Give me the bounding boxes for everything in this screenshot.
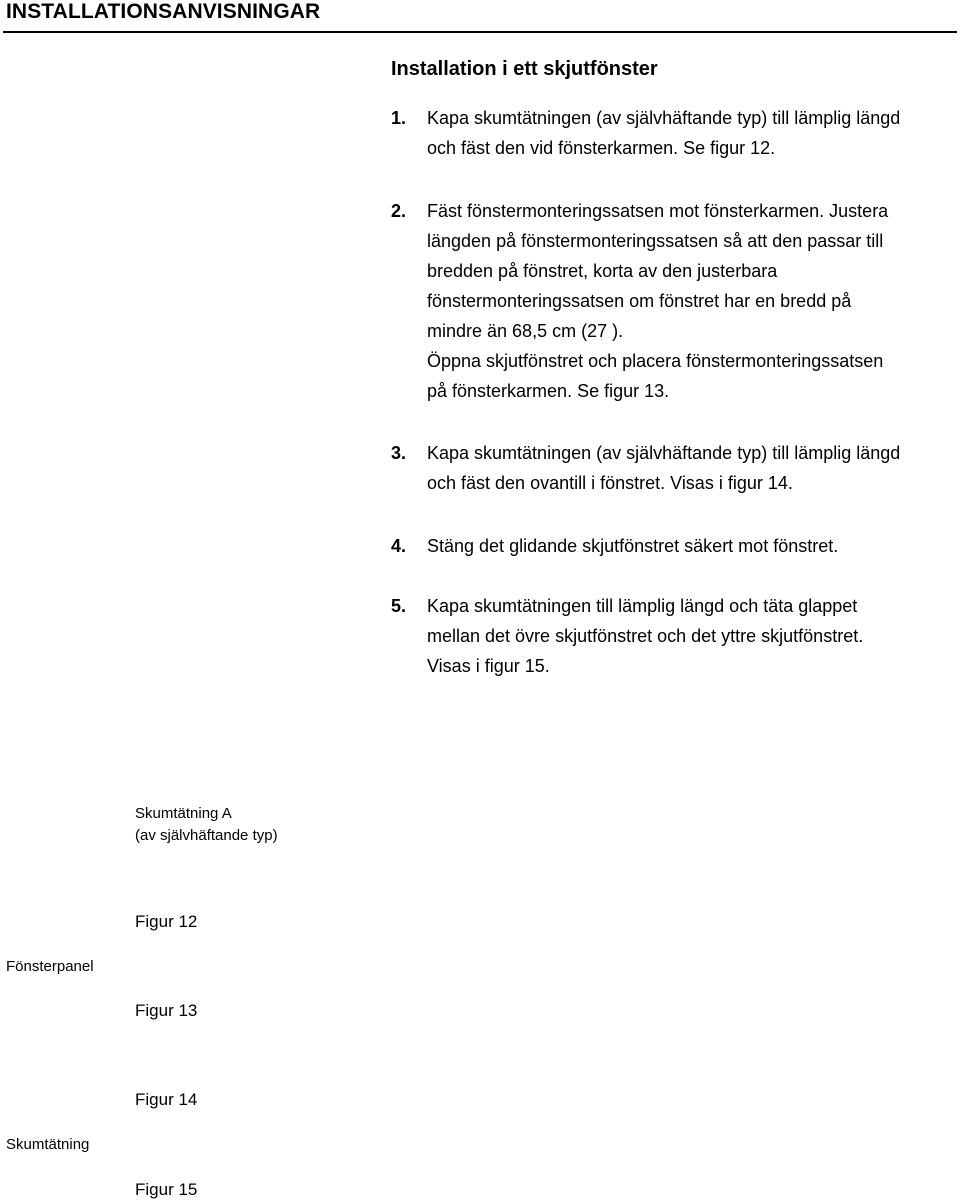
instruction-step-5	[391, 591, 951, 681]
step-number: 1.	[391, 108, 407, 128]
figure-12-label: Figur 12	[135, 912, 198, 931]
instruction-step-3	[391, 438, 951, 498]
header-divider	[3, 31, 957, 33]
step-number: 3.	[391, 443, 407, 463]
step-text: Kapa skumtätningen (av självhäftande typ) till lämplig längd och fäst den ovantill i fönstret. Visas i figur 14.	[427, 443, 901, 493]
step-text: Stäng det glidande skjutfönstret säkert mot fönstret.	[427, 536, 839, 556]
caption-foam-seal-a: Skumtätning A (av självhäftande typ)	[135, 805, 278, 844]
instruction-step-2	[391, 196, 951, 406]
section-title: Installation i ett skjutfönster	[391, 58, 658, 80]
step-number: 2.	[391, 201, 407, 221]
step-number: 4.	[391, 536, 407, 556]
figure-15-label: Figur 15	[135, 1180, 198, 1199]
step-text: Kapa skumtätningen till lämplig längd och täta glappet mellan det övre skjutfönstret och det yttre skjutfönstret. Visas i figur 15.	[427, 596, 864, 676]
step-number: 5.	[391, 596, 407, 616]
caption-window-panel: Fönsterpanel	[6, 958, 94, 975]
document-header: INSTALLATIONSANVISNINGAR	[6, 0, 321, 23]
caption-foam-seal: Skumtätning	[6, 1136, 90, 1153]
instruction-step-1	[391, 103, 951, 163]
step-text: Kapa skumtätningen (av självhäftande typ) till lämplig längd och fäst den vid fönsterkarmen. Se figur 12.	[427, 108, 901, 158]
figure-13-label: Figur 13	[135, 1001, 198, 1020]
step-text: Fäst fönstermonteringssatsen mot fönsterkarmen. Justera längden på fönstermonteringssatsen så att den passar till bredden på fönstret, korta av den justerbara fönstermonteringssatsen om fönstret har en bredd på mindre än 68,5 cm (27 ). Öppna skjutfönstret och placera fönstermonteringssatsen på fönsterkarmen. Se figur 13.	[427, 201, 889, 401]
instruction-step-4	[391, 531, 951, 561]
figure-14-label: Figur 14	[135, 1090, 198, 1109]
